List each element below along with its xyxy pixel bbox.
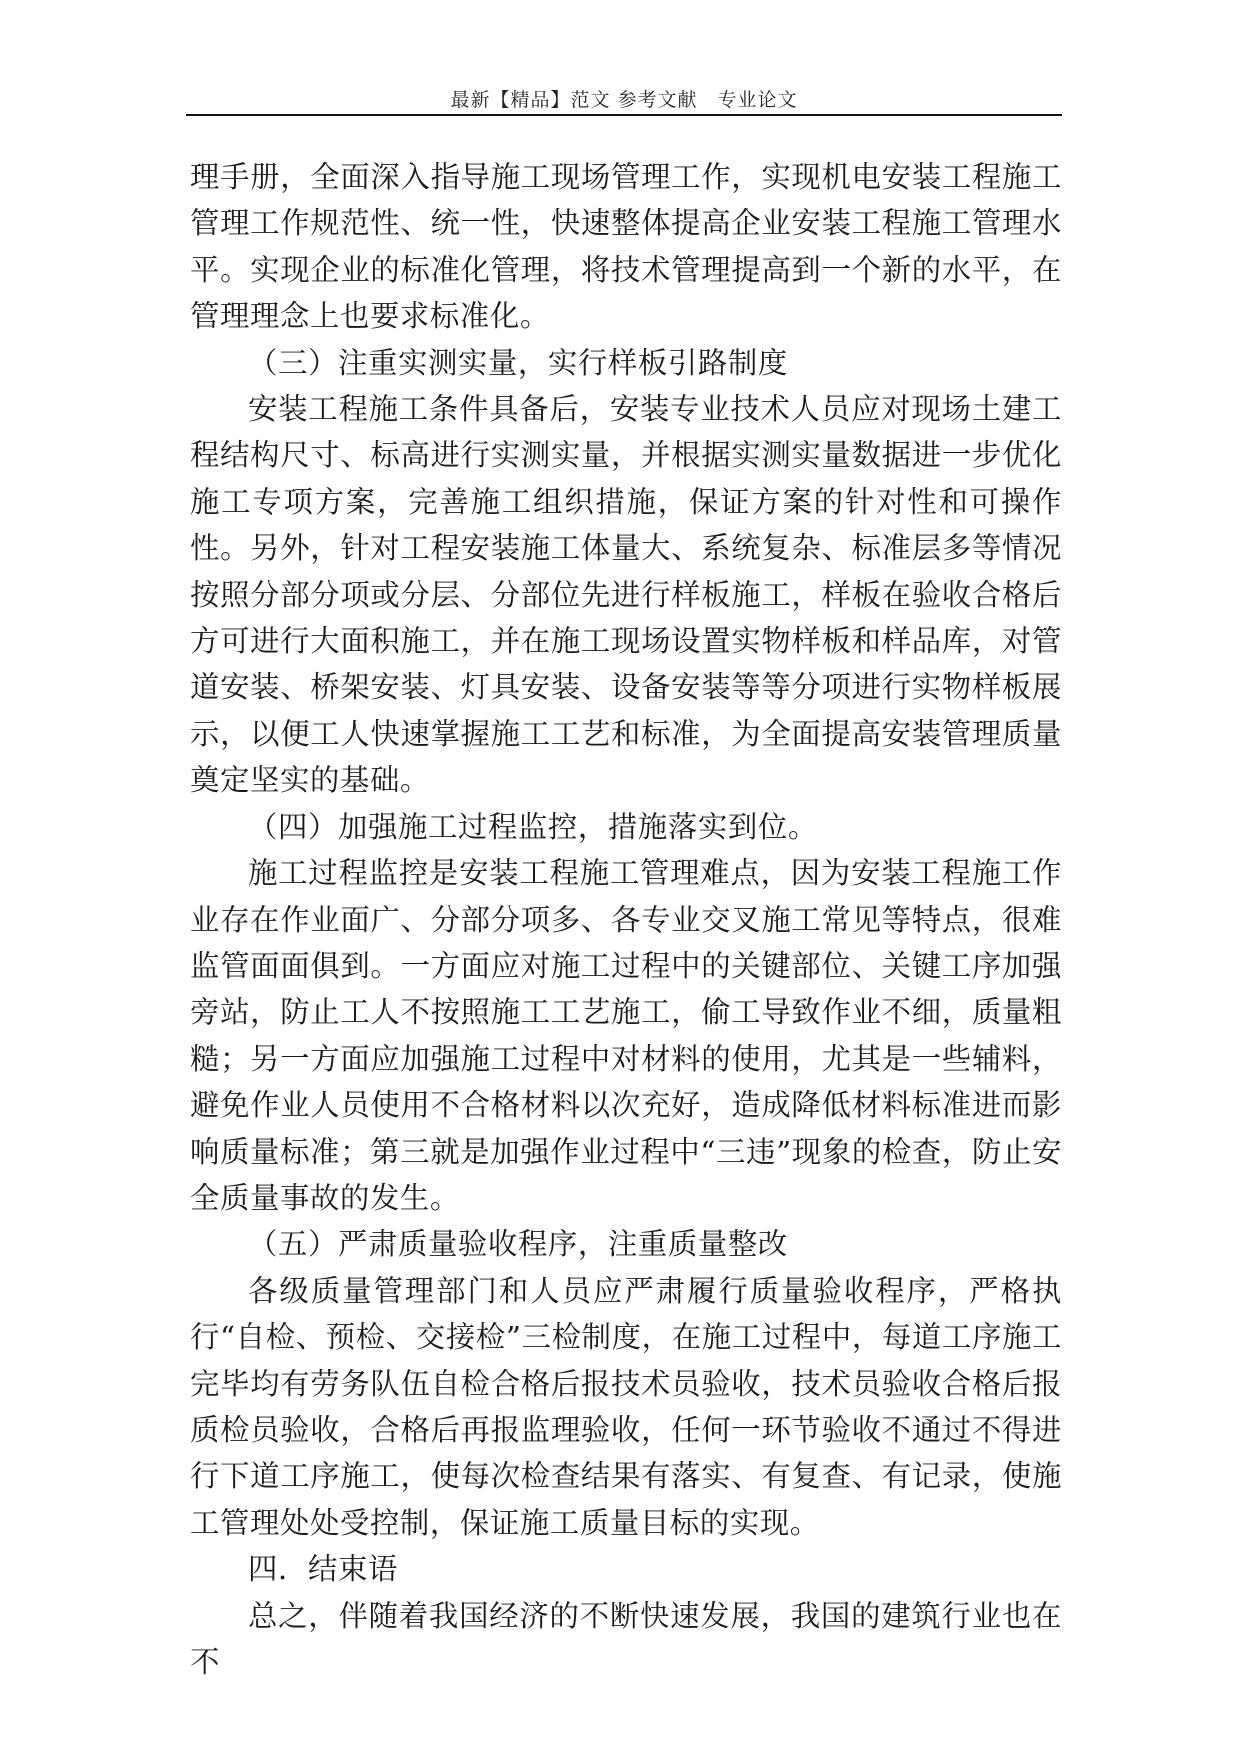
- header-divider: [186, 114, 1062, 116]
- section-heading-5: （五）严肃质量验收程序，注重质量整改: [248, 1227, 788, 1262]
- paragraph: 安装工程施工条件具备后，安装专业技术人员应对现场土建工程结构尺寸、标高进行实测实量，并根据实测实量数据进一步优化施工专项方案，完善施工组织措施，保证方案的针对性和可操作性。另外，针对工程安装施工体量大、系统复杂、标准层多等情况按照分部分项或分层、分部位先进行样板施工，样板在验收合格后方可进行大面积施工，并在施工现场设置实物样板和样品库，对管道安装、桥架安装、灯具安装、设备安装等等分项进行实物样板展示，以便工人快速掌握施工工艺和标准，为全面提高安装管理质量奠定坚实的基础。: [190, 392, 1062, 798]
- paragraph: 总之，伴随着我国经济的不断快速发展，我国的建筑行业也在不: [190, 1598, 1062, 1679]
- section-heading-4: （四）加强施工过程监控，措施落实到位。: [248, 809, 818, 844]
- section-heading-3: （三）注重实测实量，实行样板引路制度: [248, 345, 788, 380]
- section-heading-conclusion: 四．结束语: [248, 1552, 398, 1587]
- paragraph: 施工过程监控是安装工程施工管理难点，因为安装工程施工作业存在作业面广、分部分项多、各专业交叉施工常见等特点，很难监管面面俱到。一方面应对施工过程中的关键部位、关键工序加强旁站，防止工人不按照施工工艺施工，偷工导致作业不细，质量粗糙；另一方面应加强施工过程中对材料的使用，尤其是一些辅料，避免作业人员使用不合格材料以次充好，造成降低材料标准进而影响质量标准；第三就是加强作业过程中“三违”现象的检查，防止安全质量事故的发生。: [190, 856, 1062, 1215]
- running-header: 最新【精品】范文 参考文献 专业论文: [450, 89, 798, 111]
- document-body: [190, 154, 1062, 1685]
- paragraph: 各级质量管理部门和人员应严肃履行质量验收程序，严格执行“自检、预检、交接检”三检制度，在施工过程中，每道工序施工完毕均有劳务队伍自检合格后报技术员验收，技术员验收合格后报质检员验收，合格后再报监理验收，任何一环节验收不通过不得进行下道工序施工，使每次检查结果有落实、有复查、有记录，使施工管理处处受控制，保证施工质量目标的实现。: [190, 1273, 1062, 1540]
- paragraph-continuation: 理手册，全面深入指导施工现场管理工作，实现机电安装工程施工管理工作规范性、统一性，快速整体提高企业安装工程施工管理水平。实现企业的标准化管理，将技术管理提高到一个新的水平，在管理理念上也要求标准化。: [190, 160, 1062, 334]
